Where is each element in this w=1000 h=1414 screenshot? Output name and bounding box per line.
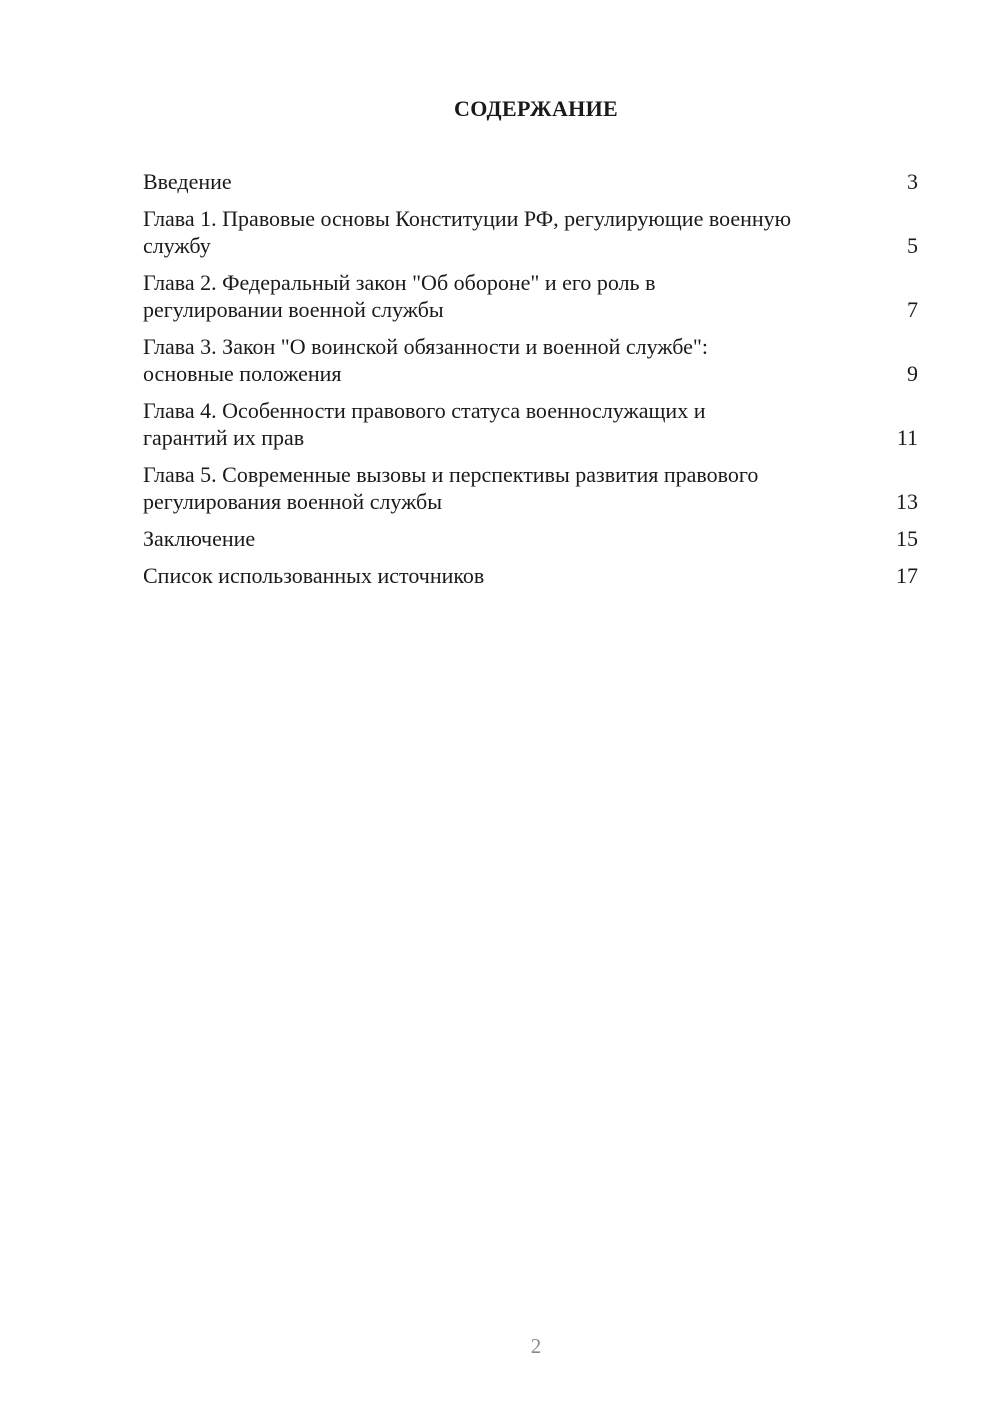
toc-item-chapter-1 [143, 205, 918, 259]
toc-item-text: Глава 3. Закон "О воинской обязанности и военной службе": основные положения [143, 334, 709, 386]
toc-item-references [143, 562, 918, 589]
toc-item-text: Глава 5. Современные вызовы и перспективы развития правового регулирования военной службы [143, 462, 759, 514]
toc-item-text: Глава 2. Федеральный закон "Об обороне" и его роль в регулировании военной службы [143, 270, 656, 322]
toc-item-chapter-5 [143, 461, 918, 515]
toc-item-text: Введение [143, 169, 232, 194]
toc-item-text: Глава 4. Особенности правового статуса военнослужащих и гарантий их прав [143, 398, 706, 450]
toc-item-page: 7 [907, 297, 918, 322]
toc-item-page: 3 [907, 169, 918, 194]
toc-item-text: Список использованных источников [143, 563, 485, 588]
toc-item-page: 11 [896, 425, 918, 450]
toc-item-chapter-3 [143, 333, 918, 387]
toc-item-text: Заключение [143, 526, 256, 551]
page-number: 2 [530, 1334, 542, 1358]
toc-item-page: 9 [907, 361, 918, 386]
toc-item-chapter-4 [143, 397, 918, 451]
toc-item-text: Глава 1. Правовые основы Конституции РФ, регулирующие военную службу [143, 206, 792, 258]
toc-item-chapter-2 [143, 269, 918, 323]
toc-list [143, 168, 918, 599]
toc-title: СОДЕРЖАНИЕ [454, 96, 618, 121]
toc-item-introduction [143, 168, 918, 195]
toc-item-conclusion [143, 525, 918, 552]
toc-item-page: 15 [896, 526, 918, 551]
toc-item-page: 13 [896, 489, 918, 514]
toc-item-page: 17 [896, 563, 918, 588]
toc-item-page: 5 [907, 233, 918, 258]
